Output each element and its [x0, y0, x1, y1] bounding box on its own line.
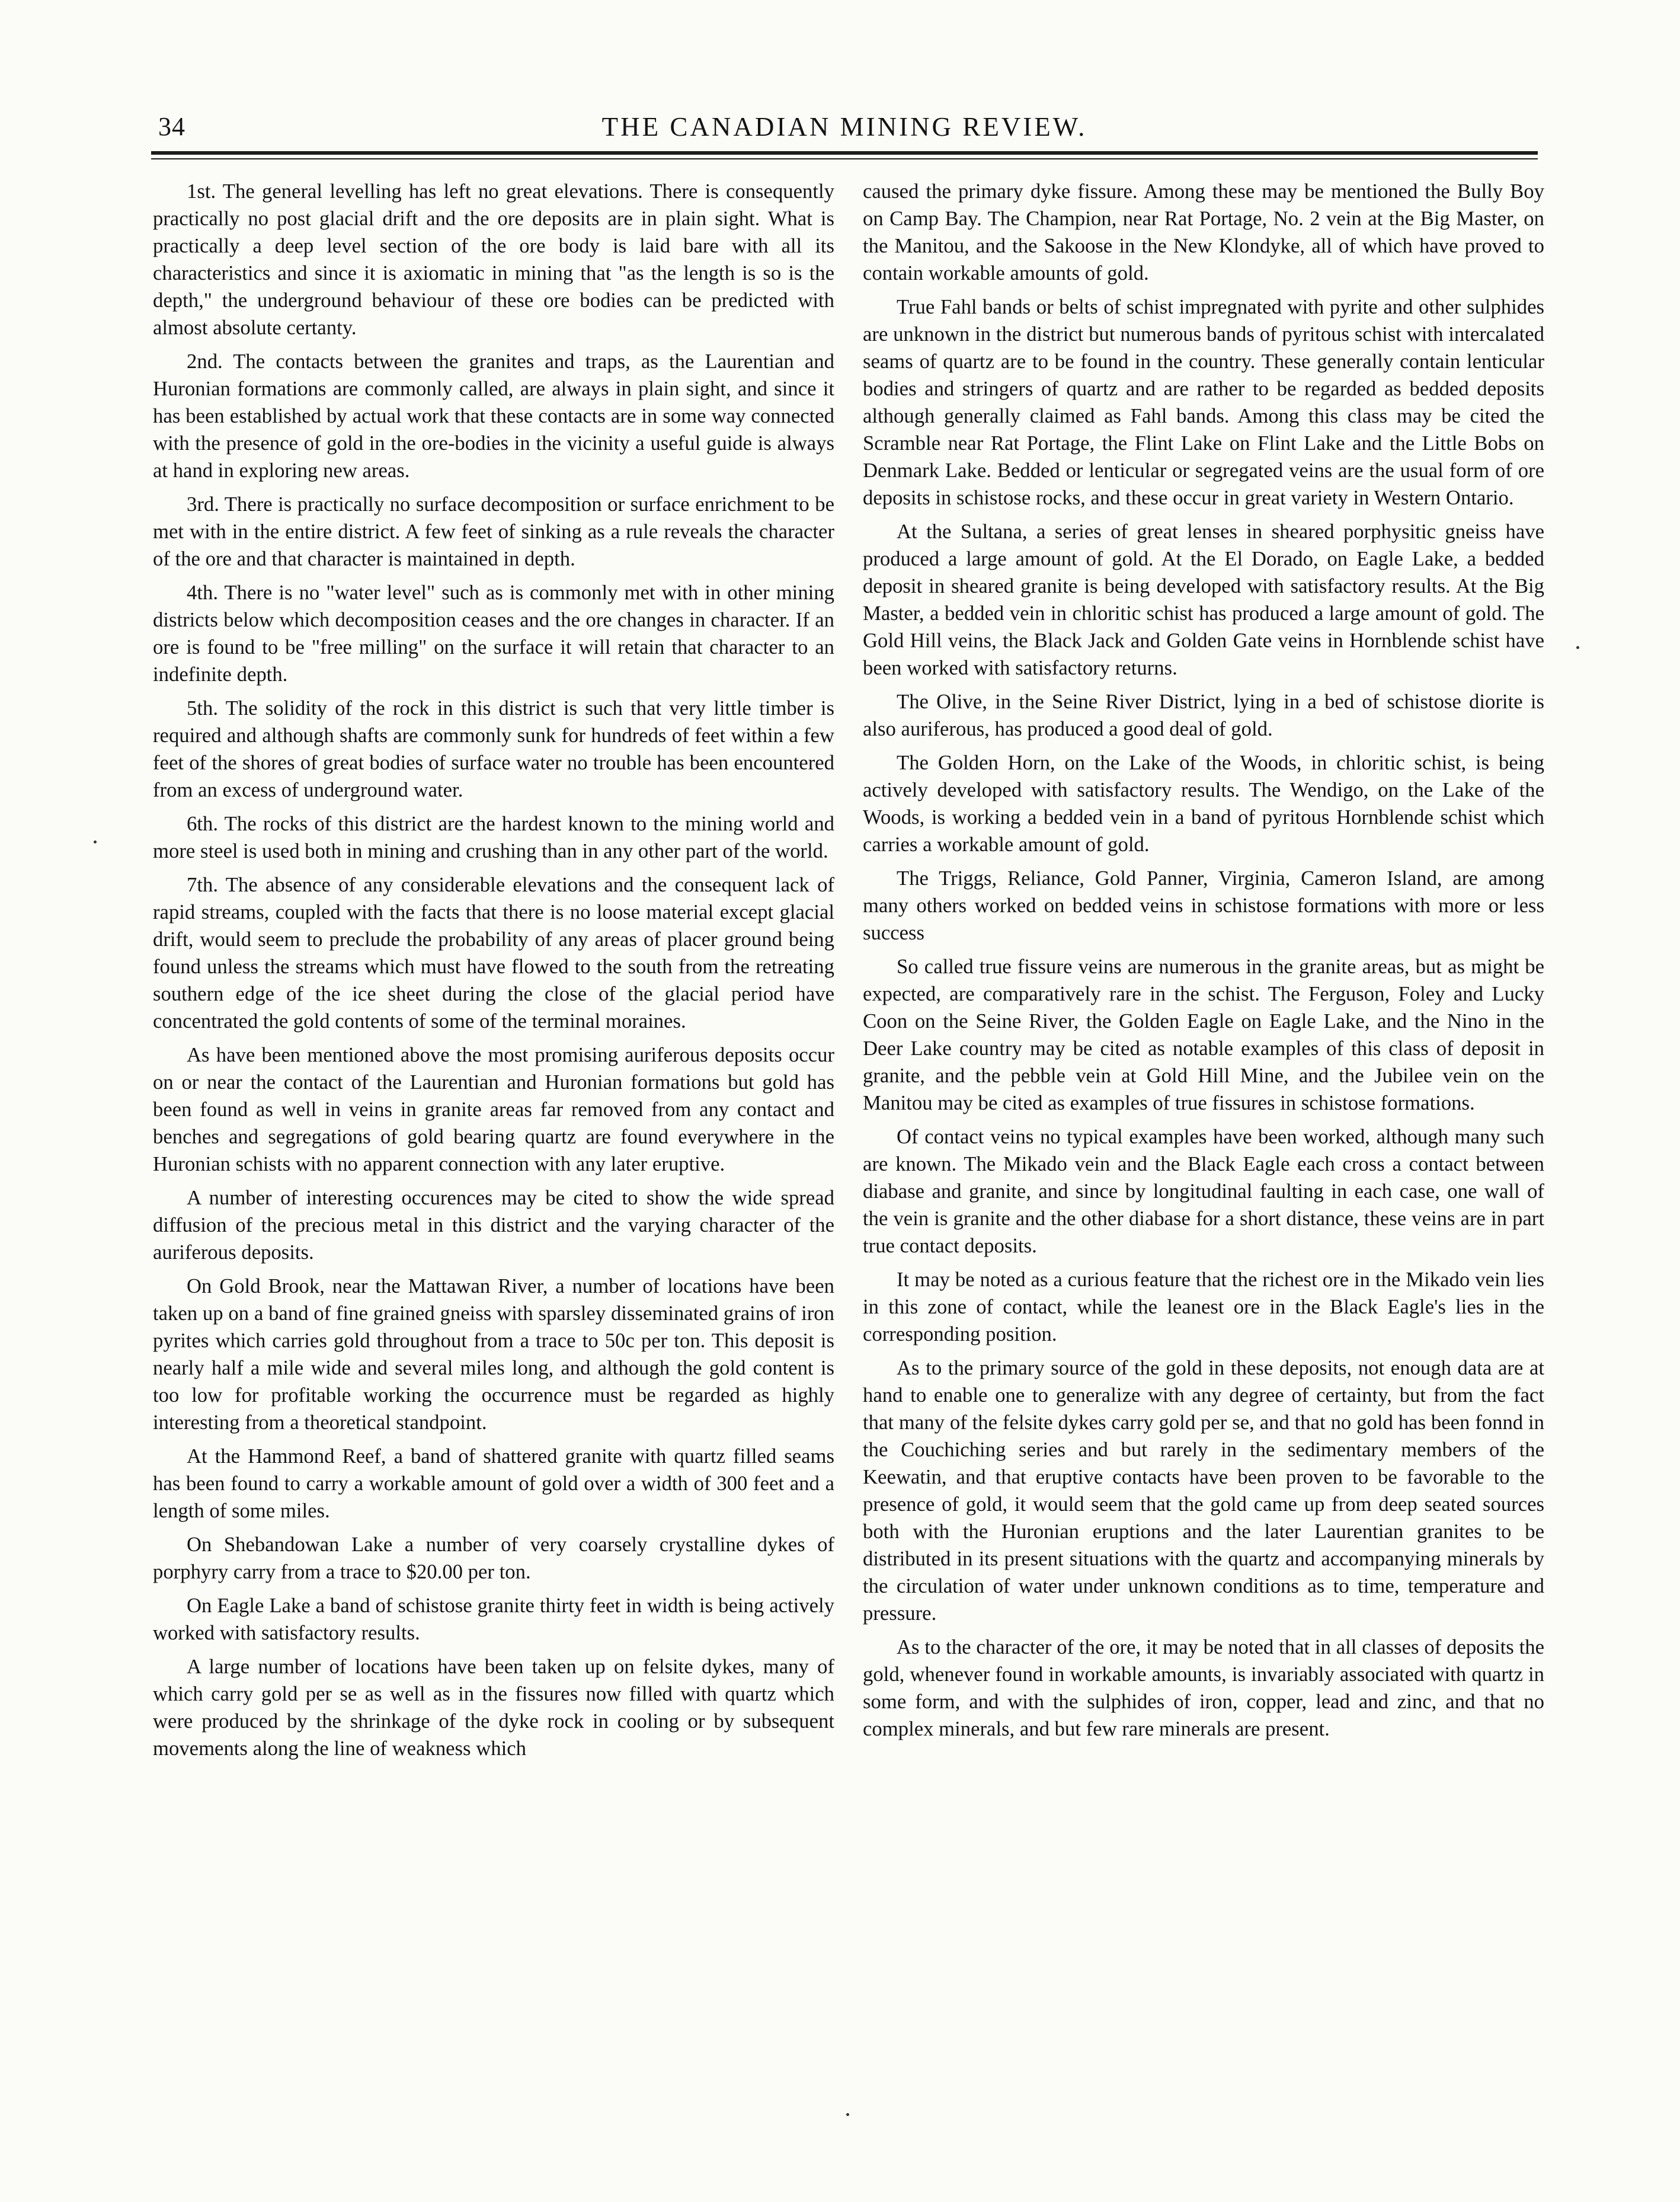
page-header: [151, 111, 1538, 147]
paragraph: 2nd. The contacts between the granites and traps, as the Laurentian and Huronian formations are commonly called, are always in plain sight, and since it has been established by actual work that these contacts are in some way connected with the presence of gold in the ore-bodies in the vicinity a useful guide is always at hand in exploring new areas.: [153, 350, 834, 482]
paragraph: True Fahl bands or belts of schist impregnated with pyrite and other sulphides are unknown in the district but numerous bands of pyritous schist with intercalated seams of quartz are to be found in the country. These generally contain lenticular bodies and stringers of quartz and are rather to be regarded as bedded deposits although generally claimed as Fahl bands. Among this class may be cited the Scramble near Rat Portage, the Flint Lake on Flint Lake and the Little Bobs on Denmark Lake. Bedded or lenticular or segregated veins are the usual form of ore deposits in schistose rocks, and these occur in great variety in Western Ontario.: [863, 295, 1544, 509]
header-rule-thin: [151, 158, 1538, 159]
paragraph: 4th. There is no "water level" such as is commonly met with in other mining districts below which decomposition ceases and the ore changes in character. If an ore is found to be "free milling" on the surface it will retain that character to an indefinite depth.: [153, 581, 834, 686]
header-rule: [151, 151, 1538, 155]
paragraph: As to the primary source of the gold in these deposits, not enough data are at hand to enable one to generalize with any degree of certainty, but from the fact that many of the felsite dykes carry gold per se, and that no gold has been fonnd in the Couchiching series and but rarely in the sedimentary members of the Keewatin, and that eruptive contacts have been proven to be favorable to the presence of gold, it would seem that the gold came up from deep seated sources both with the Huronian eruptions and the later Laurentian granites to be distributed in its present situations with the quartz and accompanying minerals by the circulation of water under unknown conditions as to time, temperature and pressure.: [863, 1356, 1544, 1625]
page-number: 34: [158, 112, 185, 141]
paragraph: The Olive, in the Seine River District, lying in a bed of schistose diorite is also auriferous, has produced a good deal of gold.: [863, 690, 1544, 740]
left-column: [153, 178, 834, 1769]
ink-speck: [1576, 646, 1579, 649]
paragraph: The Triggs, Reliance, Gold Panner, Virginia, Cameron Island, are among many others worked on bedded veins in schistose formations with more or less success: [863, 867, 1544, 944]
paragraph: Of contact veins no typical examples have been worked, although many such are known. The Mikado vein and the Black Eagle each cross a contact between diabase and granite, and since by longitudinal faulting in each case, one wall of the vein is granite and the other diabase for a short distance, these veins are in part true contact deposits.: [863, 1125, 1544, 1257]
paragraph: 7th. The absence of any considerable elevations and the consequent lack of rapid streams, coupled with the facts that there is no loose material except glacial drift, would seem to preclude the probability of any areas of placer ground being found unless the streams which must have flowed to the south from the retreating southern edge of the ice sheet during the close of the glacial period have concentrated the gold contents of some of the terminal moraines.: [153, 873, 834, 1033]
paragraph: On Shebandowan Lake a number of very coarsely crystalline dykes of porphyry carry from a trace to $20.00 per ton.: [153, 1533, 834, 1583]
paragraph: As to the character of the ore, it may be noted that in all classes of deposits the gold, whenever found in workable amounts, is invariably associated with quartz in some form, and with the sulphides of iron, copper, lead and zinc, and that no complex minerals, and but few rare minerals are present.: [863, 1635, 1544, 1740]
paragraph: As have been mentioned above the most promising auriferous deposits occur on or near the contact of the Laurentian and Huronian formations but gold has been found as well in veins in granite areas far removed from any contact and benches and segregations of gold bearing quartz are found everywhere in the Huronian schists with no apparent connection with any later eruptive.: [153, 1043, 834, 1175]
paragraph: On Eagle Lake a band of schistose granite thirty feet in width is being actively worked with satisfactory results.: [153, 1594, 834, 1644]
paragraph: A number of interesting occurences may be cited to show the wide spread diffusion of the precious metal in this district and the varying character of the auriferous deposits.: [153, 1186, 834, 1264]
paragraph: At the Hammond Reef, a band of shattered granite with quartz filled seams has been found to carry a workable amount of gold over a width of 300 feet and a length of some miles.: [153, 1444, 834, 1522]
paragraph: A large number of locations have been taken up on felsite dykes, many of which carry gold per se as well as in the fissures now filled with quartz which were produced by the shrinkage of the dyke rock in cooling or by subsequent movements along the line of weakness which: [153, 1655, 834, 1760]
paragraph: At the Sultana, a series of great lenses in sheared porphysitic gneiss have produced a large amount of gold. At the El Dorado, on Eagle Lake, a bedded deposit in sheared granite is being developed with satisfactory results. At the Big Master, a bedded vein in chloritic schist has produced a large amount of gold. The Gold Hill veins, the Black Jack and Golden Gate veins in Hornblende schist have been worked with satisfactory returns.: [863, 520, 1544, 679]
paragraph: On Gold Brook, near the Mattawan River, a number of locations have been taken up on a band of fine grained gneiss with sparsley disseminated grains of iron pyrites which carries gold throughout from a trace to 50c per ton. This deposit is nearly half a mile wide and several miles long, and although the gold content is too low for profitable working the occurrence must be regarded as highly interesting from a theoretical standpoint.: [153, 1274, 834, 1434]
ink-speck: [94, 840, 97, 843]
paragraph: It may be noted as a curious feature that the richest ore in the Mikado vein lies in this zone of contact, while the leanest ore in the Black Eagle's lies in the corresponding position.: [863, 1268, 1544, 1346]
ink-speck: [846, 2113, 849, 2116]
paragraph: So called true fissure veins are numerous in the granite areas, but as might be expected, are comparatively rare in the schist. The Ferguson, Foley and Lucky Coon on the Seine River, the Golden Eagle on Eagle Lake, and the Nino in the Deer Lake country may be cited as notable examples of this class of deposit in granite, and the pebble vein at Gold Hill Mine, and the Jubilee vein on the Manitou may be cited as examples of true fissures in schistose formations.: [863, 955, 1544, 1114]
paragraph: 3rd. There is practically no surface decomposition or surface enrichment to be met with in the entire district. A few feet of sinking as a rule reveals the character of the ore and that character is maintained in depth.: [153, 493, 834, 570]
paragraph: 1st. The general levelling has left no great elevations. There is consequently practically no post glacial drift and the ore deposits are in plain sight. What is practically a deep level section of the ore body is laid bare with all its characteristics and since it is axiomatic in mining that "as the length is so is the depth," the underground behaviour of these ore bodies can be predicted with almost absolute certanty.: [153, 180, 834, 339]
paragraph: 5th. The solidity of the rock in this district is such that very little timber is required and although shafts are commonly sunk for hundreds of feet within a few feet of the shores of great bodies of surface water no trouble has been encountered from an excess of underground water.: [153, 696, 834, 801]
paragraph: 6th. The rocks of this district are the hardest known to the mining world and more steel is used both in mining and crushing than in any other part of the world.: [153, 812, 834, 862]
running-title: THE CANADIAN MINING REVIEW.: [601, 112, 1087, 142]
right-column: [863, 178, 1544, 1749]
paragraph-continued: caused the primary dyke fissure. Among these may be mentioned the Bully Boy on Camp Bay. The Champion, near Rat Portage, No. 2 vein at the Big Master, on the Manitou, and the Sakoose in the New Klondyke, all of which have proved to contain workable amounts of gold.: [863, 180, 1544, 285]
paragraph: The Golden Horn, on the Lake of the Woods, in chloritic schist, is being actively developed with satisfactory results. The Wendigo, on the Lake of the Woods, is working a bedded vein in a band of pyritous Hornblende schist which carries a workable amount of gold.: [863, 751, 1544, 856]
